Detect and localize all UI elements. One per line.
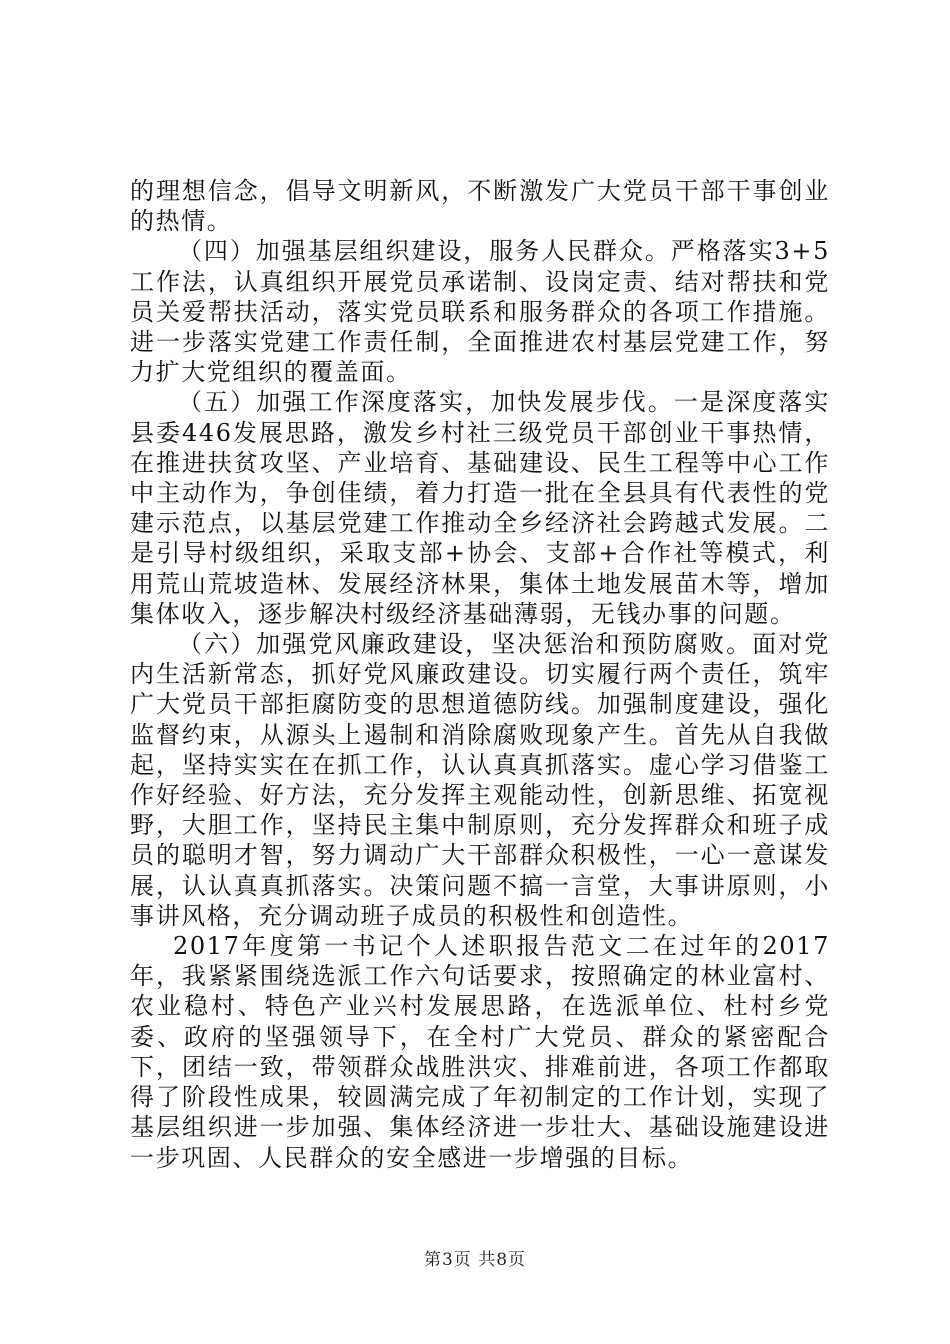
page-number-footer: 第3页 共8页 xyxy=(423,1250,527,1270)
paragraph-report-two: 2017年度第一书记个人述职报告范文二在过年的2017年，我紧紧围绕选派工作六句话要求，按照确定的林业富村、农业稳村、特色产业兴村发展思路，在选派单位、杜村乡党委、政府的坚强领导下，在全村广大党员、群众的紧密配合下，团结一致，带领群众战胜洪灾、排难前进，各项工作都取得了阶段性成果，较圆满完成了年初制定的工作计划，实现了基层组织进一步加强、集体经济进一步壮大、基础设施建设进一步巩固、人民群众的安全感进一步增强的目标。 xyxy=(130,932,830,1172)
paragraph-section-4: （四）加强基层组织建设，服务人民群众。严格落实3+5工作法，认真组织开展党员承诺制、设岗定责、结对帮扶和党员关爱帮扶活动，落实党员联系和服务群众的各项工作措施。进一步落实党建工作责任制，全面推进农村基层党建工作，努力扩大党组织的覆盖面。 xyxy=(130,237,830,387)
paragraph-continuation: 的理想信念，倡导文明新风，不断激发广大党员干部干事创业的热情。 xyxy=(130,177,830,236)
document-body xyxy=(130,176,830,1173)
paragraph-section-6: （六）加强党风廉政建设，坚决惩治和预防腐败。面对党内生活新常态，抓好党风廉政建设。切实履行两个责任，筑牢广大党员干部拒腐防变的思想道德防线。加强制度建设，强化监督约束，从源头上遏制和消除腐败现象产生。首先从自我做起，坚持实实在在抓工作，认认真真抓落实。虚心学习借鉴工作好经验、好方法，充分发挥主观能动性，创新思维、拓宽视野，大胆工作，坚持民主集中制原则，充分发挥群众和班子成员的聪明才智，努力调动广大干部群众积极性，一心一意谋发展，认认真真抓落实。决策问题不搞一言堂，大事讲原则，小事讲风格，充分调动班子成员的积极性和创造性。 xyxy=(130,630,830,930)
paragraph-section-5: （五）加强工作深度落实，加快发展步伐。一是深度落实县委446发展思路，激发乡村社三级党员干部创业干事热情，在推进扶贫攻坚、产业培育、基础建设、民生工程等中心工作中主动作为，争创佳绩，着力打造一批在全县具有代表性的党建示范点，以基层党建工作推动全乡经济社会跨越式发展。二是引导村级组织，采取支部+协会、支部+合作社等模式，利用荒山荒坡造林、发展经济林果，集体土地发展苗木等，增加集体收入，逐步解决村级经济基础薄弱，无钱办事的问题。 xyxy=(130,388,830,628)
